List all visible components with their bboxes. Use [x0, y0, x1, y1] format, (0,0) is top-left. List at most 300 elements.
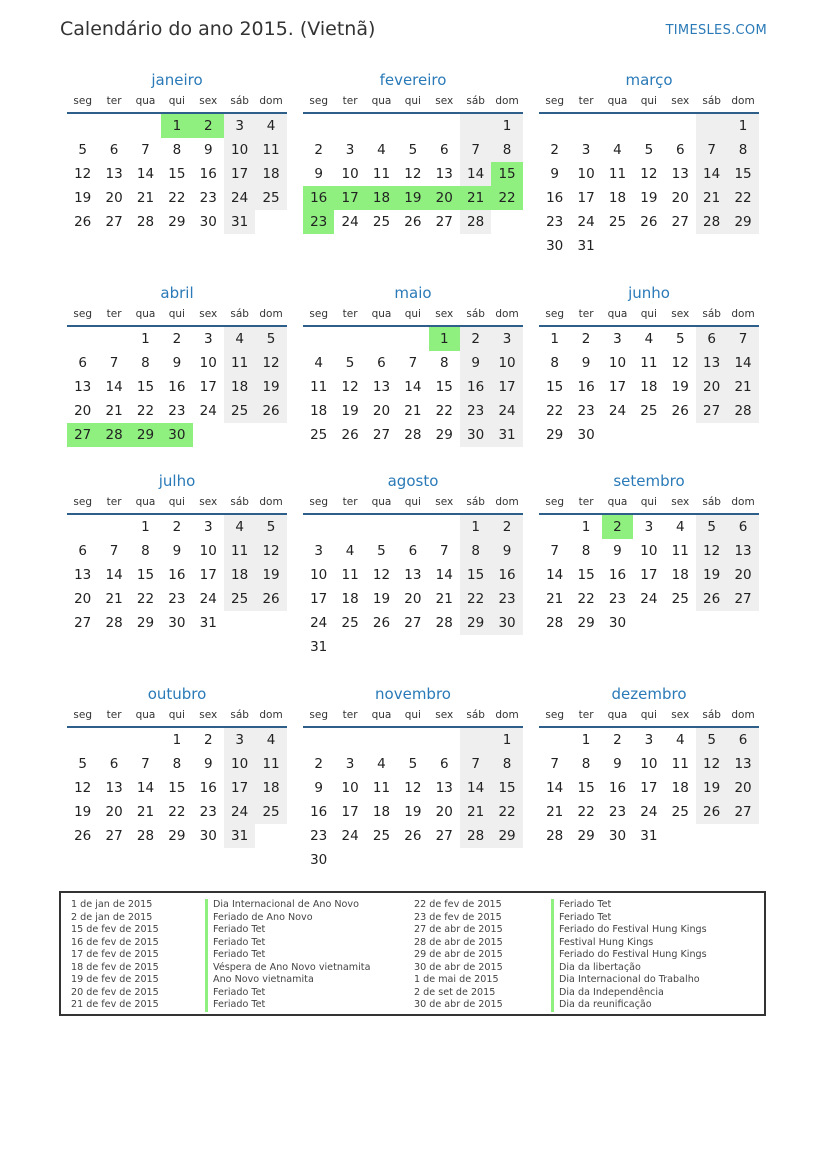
empty-cell	[334, 114, 365, 138]
legend-date: 23 de fev de 2015	[414, 911, 502, 923]
weekday-label: qui	[168, 709, 185, 721]
day-cell: 6	[675, 142, 685, 158]
month-7	[303, 471, 523, 659]
day-cell: 8	[141, 543, 150, 559]
weekday-label: dom	[495, 308, 519, 320]
empty-cell	[602, 114, 633, 138]
day-cell: 28	[460, 824, 491, 848]
legend-date: 29 de abr de 2015	[414, 949, 503, 960]
day-cell: 19	[255, 563, 286, 587]
legend-holiday-name: Dia Internacional do Trabalho	[551, 974, 707, 987]
day-grid	[539, 327, 759, 447]
day-cell: 18	[671, 780, 689, 796]
day-cell: 25	[372, 214, 391, 230]
day-cell: 23	[491, 587, 522, 611]
empty-cell	[98, 327, 129, 351]
legend-holiday-name: Feriado do Festival Hung Kings	[551, 949, 707, 962]
day-cell: 26	[74, 214, 92, 230]
day-cell: 15	[491, 776, 522, 800]
empty-cell	[303, 515, 334, 539]
day-cell: 7	[460, 138, 491, 162]
weekday-label: seg	[309, 308, 328, 320]
day-cell: 30	[310, 852, 328, 868]
legend-date: 22 de fev de 2015	[414, 899, 502, 910]
weekday-header	[67, 307, 287, 327]
day-cell: 22	[460, 587, 491, 611]
day-cell: 14	[136, 780, 155, 796]
day-cell: 15	[435, 379, 453, 395]
legend-date: 28 de abr de 2015	[414, 936, 503, 948]
day-cell: 8	[141, 355, 150, 371]
day-cell: 1	[491, 114, 522, 138]
day-cell: 15	[577, 780, 595, 796]
empty-cell	[98, 515, 129, 539]
day-cell: 15	[491, 162, 522, 186]
weekday-label: sáb	[702, 95, 721, 107]
day-cell: 29	[577, 828, 595, 844]
empty-cell	[67, 728, 98, 752]
day-cell: 2	[203, 732, 213, 748]
weekday-label: sex	[435, 709, 454, 721]
day-cell: 10	[341, 166, 359, 182]
day-cell: 5	[408, 756, 418, 772]
day-cell: 21	[105, 403, 123, 419]
day-cell: 13	[435, 166, 453, 182]
day-grid	[303, 728, 523, 872]
day-cell: 3	[644, 732, 654, 748]
day-cell: 4	[377, 142, 386, 158]
day-cell: 20	[74, 591, 92, 607]
weekday-label: dom	[731, 95, 755, 107]
holiday-legend	[59, 891, 766, 1016]
month-9	[67, 684, 287, 848]
day-cell: 6	[109, 142, 119, 158]
day-cell: 3	[491, 327, 522, 351]
empty-cell	[397, 327, 428, 351]
weekday-label: qua	[371, 308, 392, 320]
day-cell: 16	[608, 780, 627, 796]
legend-holiday-name: Dia da reunificação	[551, 999, 707, 1012]
day-cell: 30	[460, 423, 491, 447]
day-cell: 28	[546, 828, 564, 844]
day-cell: 9	[203, 142, 213, 158]
day-cell: 10	[224, 752, 255, 776]
day-cell: 31	[224, 824, 255, 848]
day-cell: 25	[255, 800, 286, 824]
day-cell: 7	[550, 543, 559, 559]
day-cell: 24	[608, 403, 627, 419]
day-cell: 22	[577, 591, 595, 607]
legend-holiday-name: Dia da libertação	[551, 962, 707, 975]
day-cell: 15	[577, 567, 595, 583]
weekday-header	[539, 708, 759, 728]
day-cell: 4	[255, 114, 286, 138]
day-cell: 10	[199, 543, 217, 559]
day-cell: 11	[310, 379, 328, 395]
weekday-header	[303, 495, 523, 515]
day-cell: 1	[429, 327, 460, 351]
day-cell: 28	[136, 828, 155, 844]
weekday-label: ter	[578, 95, 594, 107]
day-cell: 4	[224, 327, 255, 351]
empty-cell	[303, 114, 334, 138]
day-cell: 25	[640, 403, 658, 419]
day-cell: 8	[439, 355, 449, 371]
day-cell: 16	[460, 375, 491, 399]
day-cell: 4	[255, 728, 286, 752]
day-cell: 27	[727, 587, 758, 611]
day-cell: 1	[161, 114, 192, 138]
day-cell: 17	[334, 186, 365, 210]
day-cell: 4	[675, 519, 685, 535]
weekday-label: ter	[106, 709, 122, 721]
day-cell: 28	[460, 210, 491, 234]
weekday-label: dom	[259, 496, 283, 508]
day-grid	[67, 114, 287, 234]
day-cell: 6	[696, 327, 727, 351]
day-cell: 31	[224, 210, 255, 234]
day-cell: 8	[491, 138, 522, 162]
day-cell: 2	[581, 331, 591, 347]
legend-date: 18 de fev de 2015	[71, 961, 159, 973]
weekday-label: dom	[495, 95, 519, 107]
day-grid	[539, 114, 759, 258]
day-cell: 9	[172, 355, 182, 371]
day-cell: 28	[435, 615, 453, 631]
day-cell: 25	[608, 214, 627, 230]
weekday-label: ter	[106, 496, 122, 508]
day-cell: 3	[203, 331, 213, 347]
legend-holiday-name: Ano Novo vietnamita	[205, 974, 370, 987]
legend-holiday-name: Feriado Tet	[205, 949, 370, 962]
day-cell: 15	[460, 563, 491, 587]
day-cell: 26	[696, 587, 727, 611]
day-cell: 2	[314, 756, 323, 772]
day-cell: 28	[404, 427, 422, 443]
day-cell: 1	[550, 331, 559, 347]
day-cell: 1	[460, 515, 491, 539]
day-cell: 21	[727, 375, 758, 399]
weekday-label: dom	[495, 496, 519, 508]
month-name: novembro	[375, 685, 451, 703]
weekday-label: sex	[435, 95, 454, 107]
weekday-label: qua	[371, 95, 392, 107]
day-cell: 4	[675, 732, 685, 748]
month-name: abril	[160, 284, 194, 302]
day-cell: 16	[491, 563, 522, 587]
day-cell: 12	[255, 351, 286, 375]
day-cell: 18	[372, 804, 391, 820]
weekday-label: qui	[640, 496, 657, 508]
day-cell: 19	[74, 804, 92, 820]
empty-cell	[570, 114, 601, 138]
day-grid	[67, 728, 287, 848]
legend-dates-right	[414, 899, 503, 1012]
empty-cell	[334, 515, 365, 539]
day-cell: 26	[255, 587, 286, 611]
legend-holiday-name: Feriado Tet	[205, 999, 370, 1012]
day-cell: 23	[199, 804, 217, 820]
day-cell: 5	[255, 515, 286, 539]
day-cell: 24	[640, 804, 658, 820]
day-cell: 24	[341, 828, 359, 844]
weekday-label: seg	[545, 496, 564, 508]
month-name: maio	[394, 284, 432, 302]
weekday-label: sex	[671, 709, 690, 721]
legend-holiday-name: Feriado Tet	[205, 987, 370, 1000]
day-cell: 19	[74, 190, 92, 206]
day-cell: 2	[491, 515, 522, 539]
empty-cell	[334, 327, 365, 351]
day-cell: 20	[727, 776, 758, 800]
day-cell: 11	[372, 780, 391, 796]
weekday-label: sex	[199, 709, 218, 721]
day-cell: 12	[671, 355, 689, 371]
day-cell: 21	[136, 804, 155, 820]
day-cell: 9	[314, 166, 323, 182]
day-cell: 14	[136, 166, 155, 182]
day-cell: 30	[546, 238, 564, 254]
day-cell: 24	[224, 800, 255, 824]
day-cell: 15	[546, 379, 564, 395]
day-cell: 27	[435, 214, 453, 230]
legend-date: 16 de fev de 2015	[71, 936, 159, 948]
day-cell: 24	[577, 214, 595, 230]
day-cell: 7	[141, 756, 150, 772]
day-cell: 13	[696, 351, 727, 375]
day-cell: 25	[671, 804, 689, 820]
day-cell: 9	[460, 351, 491, 375]
day-cell: 28	[136, 214, 155, 230]
day-cell: 29	[136, 615, 155, 631]
legend-holiday-name: Dia da Independência	[551, 987, 707, 1000]
day-cell: 30	[491, 611, 522, 635]
legend-holiday-name: Feriado do Festival Hung Kings	[551, 924, 707, 937]
day-cell: 23	[546, 214, 564, 230]
day-cell: 12	[372, 567, 391, 583]
day-cell: 7	[550, 756, 559, 772]
day-cell: 9	[172, 543, 182, 559]
empty-cell	[397, 114, 428, 138]
day-cell: 30	[608, 615, 627, 631]
day-cell: 9	[203, 756, 213, 772]
month-name: outubro	[147, 685, 207, 703]
day-cell: 18	[224, 563, 255, 587]
empty-cell	[334, 728, 365, 752]
day-cell: 19	[671, 379, 689, 395]
day-cell: 26	[255, 399, 286, 423]
day-cell: 20	[435, 804, 453, 820]
day-cell: 21	[696, 186, 727, 210]
weekday-label: seg	[73, 709, 92, 721]
legend-date: 30 de abr de 2015	[414, 961, 503, 973]
day-cell: 10	[577, 166, 595, 182]
day-cell: 21	[435, 591, 453, 607]
legend-holiday-name: Feriado de Ano Novo	[205, 912, 370, 925]
day-grid	[539, 728, 759, 848]
day-cell: 18	[341, 591, 359, 607]
day-cell: 22	[577, 804, 595, 820]
day-cell: 1	[581, 519, 591, 535]
day-cell: 13	[74, 379, 92, 395]
day-grid	[539, 515, 759, 635]
day-cell: 6	[78, 355, 87, 371]
day-cell: 7	[460, 752, 491, 776]
day-grid	[303, 515, 523, 659]
day-cell: 24	[224, 186, 255, 210]
day-cell: 30	[168, 615, 186, 631]
day-cell: 29	[130, 423, 161, 447]
empty-cell	[397, 728, 428, 752]
day-cell: 1	[491, 728, 522, 752]
legend-holiday-name: Feriado Tet	[551, 899, 707, 912]
day-cell: 2	[314, 142, 323, 158]
weekday-label: sex	[671, 95, 690, 107]
day-cell: 4	[377, 756, 386, 772]
month-3	[67, 283, 287, 447]
day-cell: 26	[404, 828, 422, 844]
day-cell: 18	[255, 162, 286, 186]
empty-cell	[67, 515, 98, 539]
day-cell: 23	[199, 190, 217, 206]
day-cell: 16	[199, 166, 217, 182]
day-cell: 10	[310, 567, 328, 583]
weekday-header	[539, 94, 759, 114]
day-cell: 14	[727, 351, 758, 375]
day-cell: 24	[491, 399, 522, 423]
day-cell: 11	[224, 539, 255, 563]
day-cell: 17	[608, 379, 627, 395]
day-cell: 13	[372, 379, 391, 395]
month-11	[539, 684, 759, 848]
day-cell: 20	[372, 403, 391, 419]
weekday-label: dom	[731, 709, 755, 721]
day-cell: 24	[341, 214, 359, 230]
day-cell: 8	[550, 355, 559, 371]
empty-cell	[98, 728, 129, 752]
weekday-label: qui	[640, 95, 657, 107]
day-cell: 10	[199, 355, 217, 371]
day-cell: 30	[161, 423, 192, 447]
day-cell: 5	[255, 327, 286, 351]
day-cell: 30	[608, 828, 627, 844]
day-cell: 17	[224, 776, 255, 800]
day-cell: 4	[613, 142, 622, 158]
day-cell: 8	[581, 756, 591, 772]
day-cell: 25	[224, 399, 255, 423]
weekday-label: seg	[545, 709, 564, 721]
legend-holiday-name: Feriado Tet	[551, 912, 707, 925]
day-cell: 14	[105, 379, 123, 395]
day-cell: 4	[224, 515, 255, 539]
weekday-label: seg	[73, 308, 92, 320]
day-cell: 17	[491, 375, 522, 399]
weekday-label: seg	[73, 496, 92, 508]
weekday-label: seg	[309, 709, 328, 721]
day-cell: 13	[727, 752, 758, 776]
day-cell: 30	[199, 214, 217, 230]
day-cell: 30	[577, 427, 595, 443]
day-cell: 11	[255, 138, 286, 162]
empty-cell	[130, 728, 161, 752]
weekday-header	[303, 708, 523, 728]
legend-holiday-name: Feriado Tet	[205, 937, 370, 950]
weekday-label: qua	[371, 709, 392, 721]
day-cell: 6	[377, 355, 386, 371]
weekday-label: qua	[607, 496, 628, 508]
day-cell: 24	[199, 591, 217, 607]
page-title: Calendário do ano 2015. (Vietnã)	[60, 18, 376, 40]
day-cell: 26	[671, 403, 689, 419]
day-cell: 17	[640, 780, 658, 796]
day-cell: 12	[696, 752, 727, 776]
day-cell: 16	[168, 379, 186, 395]
day-cell: 28	[105, 615, 123, 631]
day-cell: 11	[224, 351, 255, 375]
weekday-label: dom	[259, 95, 283, 107]
day-cell: 25	[372, 828, 391, 844]
day-cell: 13	[727, 539, 758, 563]
day-cell: 23	[310, 828, 328, 844]
day-cell: 11	[671, 756, 689, 772]
day-cell: 20	[429, 186, 460, 210]
weekday-label: sex	[671, 308, 690, 320]
weekday-label: qua	[371, 496, 392, 508]
day-cell: 25	[671, 591, 689, 607]
day-cell: 31	[577, 238, 595, 254]
day-cell: 17	[199, 379, 217, 395]
day-cell: 25	[341, 615, 359, 631]
day-cell: 7	[109, 543, 119, 559]
legend-date: 19 de fev de 2015	[71, 974, 159, 985]
day-cell: 18	[366, 186, 397, 210]
month-5	[539, 283, 759, 447]
day-cell: 11	[640, 355, 658, 371]
day-cell: 24	[199, 403, 217, 419]
day-cell: 17	[199, 567, 217, 583]
day-cell: 9	[314, 780, 323, 796]
day-cell: 12	[640, 166, 658, 182]
day-cell: 8	[727, 138, 758, 162]
day-cell: 27	[727, 800, 758, 824]
legend-date: 20 de fev de 2015	[71, 986, 159, 998]
weekday-label: qui	[640, 308, 657, 320]
weekday-label: qua	[607, 95, 628, 107]
brand-link[interactable]: TIMESLES.COM	[665, 23, 767, 38]
day-cell: 19	[696, 776, 727, 800]
day-cell: 18	[224, 375, 255, 399]
weekday-label: ter	[578, 709, 594, 721]
empty-cell	[366, 515, 397, 539]
weekday-label: ter	[578, 496, 594, 508]
day-cell: 18	[255, 776, 286, 800]
day-cell: 10	[491, 351, 522, 375]
day-cell: 20	[671, 190, 689, 206]
day-cell: 19	[341, 403, 359, 419]
weekday-label: dom	[259, 308, 283, 320]
month-name: março	[625, 71, 673, 89]
day-cell: 23	[608, 804, 627, 820]
day-cell: 29	[577, 615, 595, 631]
empty-cell	[366, 114, 397, 138]
day-cell: 7	[439, 543, 449, 559]
weekday-label: qui	[640, 709, 657, 721]
day-cell: 7	[109, 355, 119, 371]
day-cell: 21	[460, 186, 491, 210]
day-cell: 5	[696, 728, 727, 752]
day-cell: 27	[372, 427, 391, 443]
empty-cell	[130, 114, 161, 138]
